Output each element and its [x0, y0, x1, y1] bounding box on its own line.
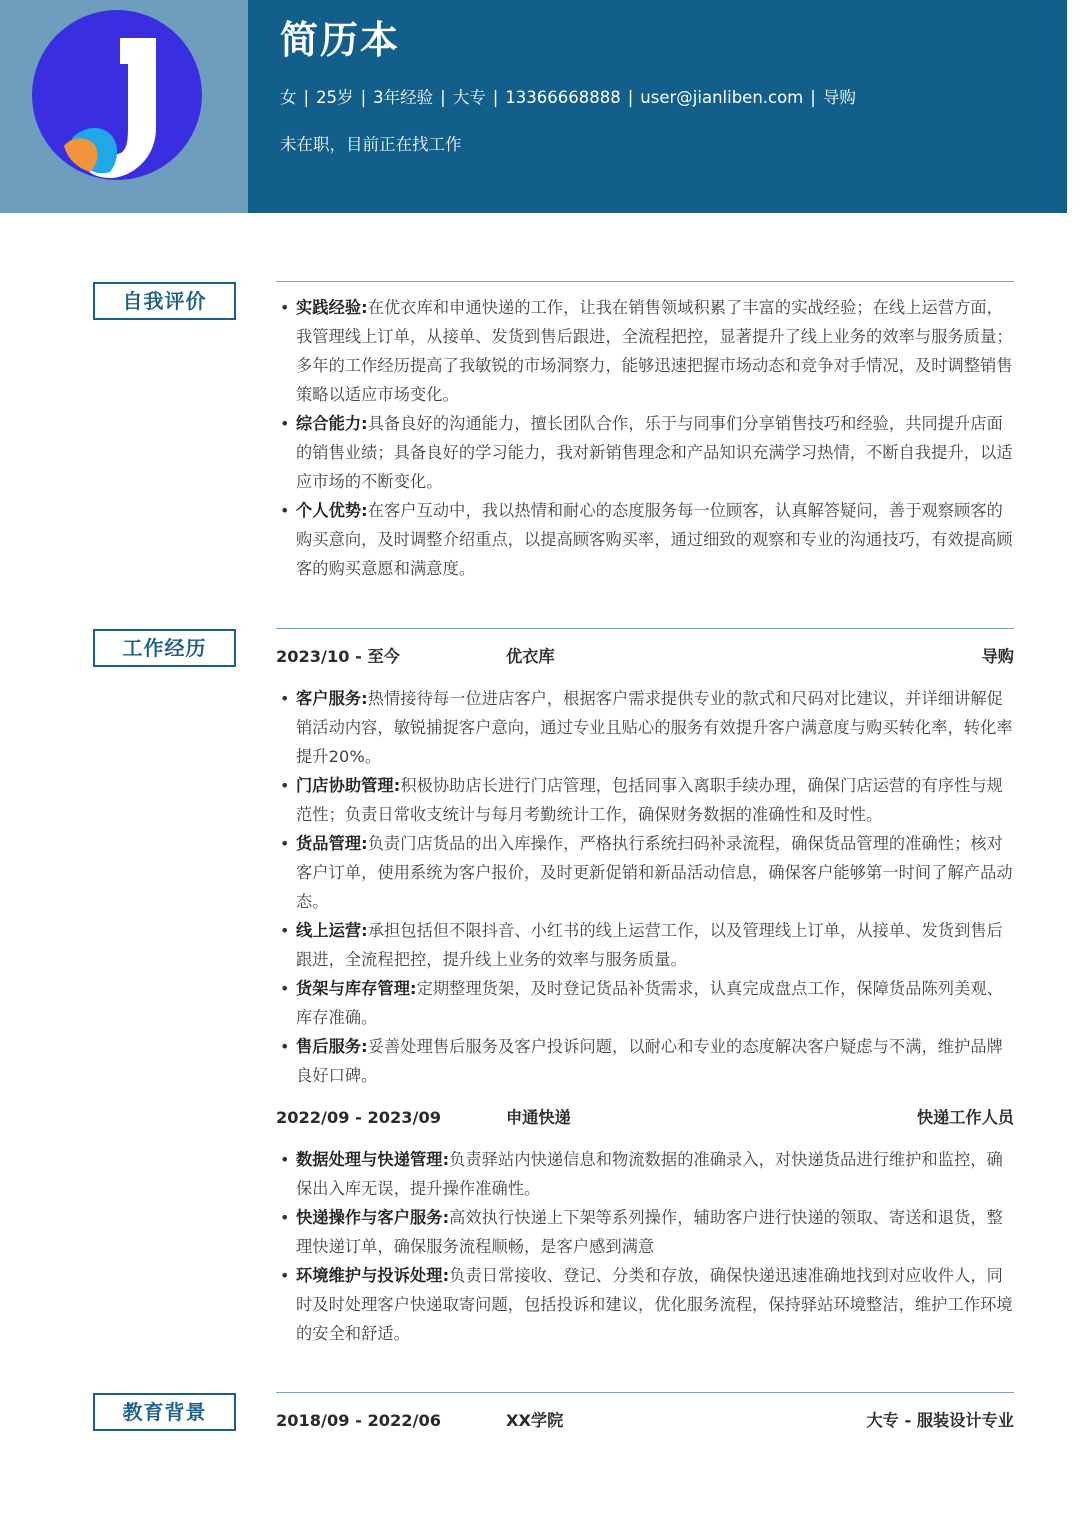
- list-item: [276, 1203, 1016, 1261]
- meta-separator: |: [810, 88, 816, 107]
- list-item: [276, 916, 1016, 974]
- list-item: [276, 1032, 1016, 1090]
- meta-separator: |: [440, 88, 446, 107]
- section-title-self-eval: 自我评价: [93, 282, 236, 320]
- item-text: 妥善处理售后服务及客户投诉问题，以耐心和专业的态度解决客户疑虑与不满，维护品牌良好口碑。: [296, 1037, 1003, 1085]
- meta-separator: |: [492, 88, 499, 107]
- education-date: 2018/09 - 2022/06: [276, 1411, 441, 1430]
- meta-separator: |: [360, 88, 367, 107]
- meta-target-role: 导购: [822, 88, 856, 107]
- list-item: [276, 1261, 1016, 1348]
- list-item: [276, 974, 1016, 1032]
- item-text: 负责驿站内快递信息和物流数据的准确录入，对快递货品进行维护和监控，确保出入库无误，提升操作准确性。: [296, 1150, 1003, 1198]
- item-text: 在客户互动中，我以热情和耐心的态度服务每一位顾客，认真解答疑问，善于观察顾客的购买意向，及时调整介绍重点，以提高顾客购买率，通过细致的观察和专业的沟通技巧，有效提高顾客的购买意愿和满意度。: [296, 501, 1013, 578]
- job-duties-list: [276, 684, 1016, 1090]
- item-label: 客户服务:: [296, 689, 368, 708]
- education-school: XX学院: [506, 1411, 564, 1430]
- candidate-name: 简历本: [280, 18, 401, 62]
- meta-separator: |: [303, 88, 310, 107]
- item-text: 定期整理货架，及时登记货品补货需求，认真完成盘点工作，保障货品陈列美观、库存准确。: [296, 979, 1003, 1027]
- meta-separator: |: [627, 88, 634, 107]
- item-label: 线上运营:: [296, 921, 368, 940]
- education-degree: 大专 - 服装设计专业: [866, 1411, 1014, 1430]
- item-text: 具备良好的沟通能力，擅长团队合作，乐于与同事们分享销售技巧和经验，共同提升店面的销售业绩；具备良好的学习能力，我对新销售理念和产品知识充满学习热情，不断自我提升，以适应市场的不断变化。: [296, 414, 1013, 491]
- item-text: 高效执行快递上下架等系列操作，辅助客户进行快递的领取、寄送和退货，整理快递订单，确保服务流程顺畅，是客户感到满意: [296, 1208, 1003, 1256]
- resume-header: [0, 0, 1067, 213]
- list-item: [276, 293, 1016, 409]
- job-company: 优衣库: [506, 647, 555, 666]
- list-item: [276, 771, 1016, 829]
- item-label: 门店协助管理:: [296, 776, 401, 795]
- job-role: 导购: [981, 647, 1014, 666]
- section-title-education: 教育背景: [93, 1393, 236, 1431]
- item-label: 快递操作与客户服务:: [296, 1208, 450, 1227]
- job-date: 2023/10 - 至今: [276, 647, 400, 666]
- item-label: 售后服务:: [296, 1037, 368, 1056]
- list-item: [276, 829, 1016, 916]
- job-role: 快递工作人员: [916, 1108, 1014, 1127]
- list-item: [276, 1145, 1016, 1203]
- meta-degree: 大专: [452, 88, 486, 107]
- job-header: [276, 1106, 1014, 1130]
- item-text: 负责日常接收、登记、分类和存放，确保快递迅速准确地找到对应收件人，同时及时处理客户快递取寄问题，包括投诉和建议，优化服务流程，保持驿站环境整洁，维护工作环境的安全和舒适。: [296, 1266, 1013, 1343]
- meta-phone: 13366668888: [505, 88, 621, 107]
- candidate-meta: [280, 86, 856, 110]
- job-company: 申通快递: [506, 1108, 571, 1127]
- meta-experience: 3年经验: [373, 88, 434, 107]
- section-divider: [276, 628, 1014, 629]
- item-text: 热情接待每一位进店客户，根据客户需求提供专业的款式和尺码对比建议，并详细讲解促销活动内容，敏锐捕捉客户意向，通过专业且贴心的服务有效提升客户满意度与购买转化率，转化率提升20%。: [296, 689, 1013, 766]
- section-title-work: 工作经历: [93, 629, 236, 667]
- education-row: [276, 1409, 1014, 1433]
- list-item: [276, 409, 1016, 496]
- job-duties-list: [276, 1145, 1016, 1348]
- item-text: 积极协助店长进行门店管理，包括同事入离职手续办理，确保门店运营的有序性与规范性；负责日常收支统计与每月考勤统计工作，确保财务数据的准确性和及时性。: [296, 776, 1003, 824]
- list-item: [276, 684, 1016, 771]
- meta-age: 25岁: [316, 88, 354, 107]
- section-divider: [276, 1392, 1014, 1393]
- section-divider: [276, 281, 1014, 282]
- job-date: 2022/09 - 2023/09: [276, 1108, 441, 1127]
- self-eval-list: [276, 293, 1016, 583]
- item-label: 环境维护与投诉处理:: [296, 1266, 450, 1285]
- item-text: 在优衣库和申通快递的工作，让我在销售领域积累了丰富的实战经验；在线上运营方面，我管理线上订单，从接单、发货到售后跟进，全流程把控，显著提升了线上业务的效率与服务质量；多年的工作经历提高了我敏锐的市场洞察力，能够迅速把握市场动态和竞争对手情况，及时调整销售策略以适应市场变化。: [296, 298, 1013, 404]
- item-label: 综合能力:: [296, 414, 368, 433]
- item-label: 个人优势:: [296, 501, 368, 520]
- meta-email: user@jianliben.com: [640, 88, 804, 107]
- item-label: 货架与库存管理:: [296, 979, 417, 998]
- list-item: [276, 496, 1016, 583]
- job-header: [276, 645, 1014, 669]
- item-text: 承担包括但不限抖音、小红书的线上运营工作，以及管理线上订单，从接单、发货到售后跟进，全流程把控，提升线上业务的效率与服务质量。: [296, 921, 1003, 969]
- job-status: 未在职，目前正在找工作: [280, 135, 462, 154]
- item-label: 数据处理与快递管理:: [296, 1150, 450, 1169]
- item-label: 实践经验:: [296, 298, 368, 317]
- item-text: 负责门店货品的出入库操作，严格执行系统扫码补录流程，确保货品管理的准确性；核对客户订单，使用系统为客户报价，及时更新促销和新品活动信息，确保客户能够第一时间了解产品动态。: [296, 834, 1013, 911]
- meta-gender: 女: [280, 88, 297, 107]
- item-label: 货品管理:: [296, 834, 368, 853]
- avatar-logo-icon: [32, 10, 202, 180]
